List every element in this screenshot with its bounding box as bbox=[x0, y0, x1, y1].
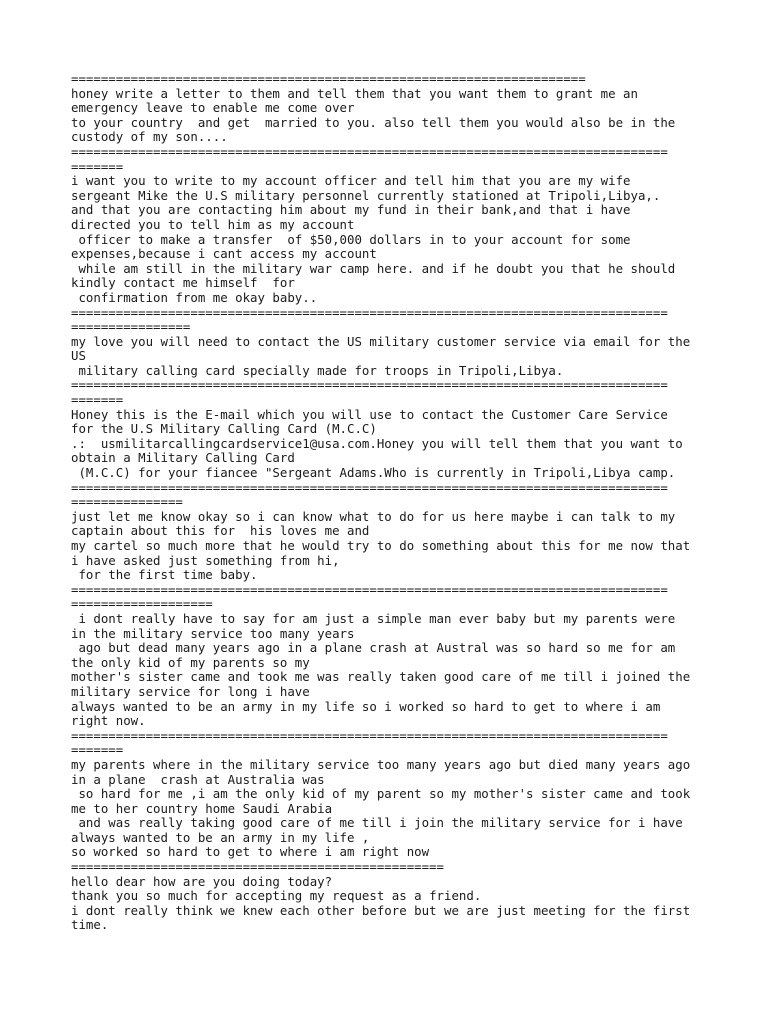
text-line: i dont really think we knew each other before but we are just meeting for the first bbox=[71, 903, 691, 918]
text-line: military service for long i have bbox=[71, 684, 310, 699]
text-line: for the first time baby. bbox=[71, 568, 258, 583]
text-line: ================================================== bbox=[71, 860, 444, 875]
text-line: Honey this is the E-mail which you will use to contact the Customer Care Service bbox=[71, 407, 668, 422]
document-text bbox=[71, 72, 701, 933]
text-line: my love you will need to contact the US military customer service via email for the bbox=[71, 334, 691, 349]
text-line: ================ bbox=[71, 320, 191, 335]
text-line: ================================================================================ bbox=[71, 144, 668, 159]
text-line: mother's sister came and took me was really taken good care of me till i joined the bbox=[71, 670, 691, 685]
text-line: US bbox=[71, 349, 86, 364]
text-line: i have asked just something from hi, bbox=[71, 553, 340, 568]
text-line: ================================================================================ bbox=[71, 378, 668, 393]
text-line: ======= bbox=[71, 393, 124, 408]
text-line: ================================================================================ bbox=[71, 582, 668, 597]
text-line: expenses,because i cant access my account bbox=[71, 247, 377, 262]
text-line: my cartel so much more that he would try to do something about this for me now that bbox=[71, 539, 691, 553]
text-line: thank you so much for accepting my request as a friend. bbox=[71, 889, 482, 904]
text-line: obtain a Military Calling Card bbox=[71, 451, 295, 466]
text-line: time. bbox=[71, 918, 109, 933]
text-line: ================================================================================ bbox=[71, 305, 668, 320]
text-line: and that you are contacting him about my fund in their bank,and that i have bbox=[71, 203, 631, 218]
text-line: sergeant Mike the U.S military personnel currently stationed at Tripoli,Libya,. bbox=[71, 188, 661, 203]
text-line: to your country and get married to you. also tell them you would also be in the bbox=[71, 115, 676, 130]
text-line: confirmation from me okay baby.. bbox=[71, 290, 318, 305]
text-line: ================================================================================ bbox=[71, 728, 668, 743]
text-line: and was really taking good care of me till i join the military service for i have bbox=[71, 816, 683, 831]
text-line: ================================================================================ bbox=[71, 480, 668, 495]
text-line: so hard for me ,i am the only kid of my parent so my mother's sister came and took bbox=[71, 787, 691, 802]
text-line: right now. bbox=[71, 714, 146, 729]
text-line: emergency leave to enable me come over bbox=[71, 101, 355, 116]
text-line: me to her country home Saudi Arabia bbox=[71, 801, 333, 816]
text-line: ======= bbox=[71, 743, 124, 758]
text-line: ago but dead many years ago in a plane crash at Austral was so hard so me for am bbox=[71, 641, 676, 656]
text-line: .: usmilitarcallingcardservice1@usa.com.Honey you will tell them that you want to bbox=[71, 436, 683, 451]
text-line: ===================================================================== bbox=[71, 72, 586, 86]
text-line: just let me know okay so i can know what to do for us here maybe i can talk to my bbox=[71, 509, 676, 524]
text-line: officer to make a transfer of $50,000 dollars in to your account for some bbox=[71, 232, 631, 247]
text-line: =================== bbox=[71, 597, 213, 612]
text-line: kindly contact me himself for bbox=[71, 276, 295, 291]
text-line: for the U.S Military Calling Card (M.C.C) bbox=[71, 422, 377, 437]
text-line: in the military service too many years bbox=[71, 626, 355, 641]
text-line: military calling card specially made for troops in Tripoli,Libya. bbox=[71, 363, 564, 378]
text-line: captain about this for his loves me and bbox=[71, 524, 370, 539]
text-line: the only kid of my parents so my bbox=[71, 655, 310, 670]
text-line: directed you to tell him as my account bbox=[71, 217, 355, 232]
text-line: i dont really have to say for am just a simple man ever baby but my parents were bbox=[71, 611, 676, 626]
text-line: in a plane crash at Australia was bbox=[71, 772, 325, 787]
text-line: ======= bbox=[71, 159, 124, 174]
text-line: always wanted to be an army in my life so i worked so hard to get to where i am bbox=[71, 699, 661, 714]
text-line: hello dear how are you doing today? bbox=[71, 874, 333, 889]
text-line: while am still in the military war camp here. and if he doubt you that he should bbox=[71, 261, 676, 276]
text-line: (M.C.C) for your fiancee "Sergeant Adams.Who is currently in Tripoli,Libya camp. bbox=[71, 466, 676, 481]
text-line: my parents where in the military service too many years ago but died many years ago bbox=[71, 757, 691, 772]
text-line: so worked so hard to get to where i am right now bbox=[71, 845, 430, 860]
text-line: always wanted to be an army in my life , bbox=[71, 830, 370, 845]
text-line: =============== bbox=[71, 495, 183, 510]
text-line: custody of my son.... bbox=[71, 130, 228, 145]
text-line: i want you to write to my account officer and tell him that you are my wife bbox=[71, 174, 631, 189]
text-line: honey write a letter to them and tell them that you want them to grant me an bbox=[71, 86, 638, 101]
